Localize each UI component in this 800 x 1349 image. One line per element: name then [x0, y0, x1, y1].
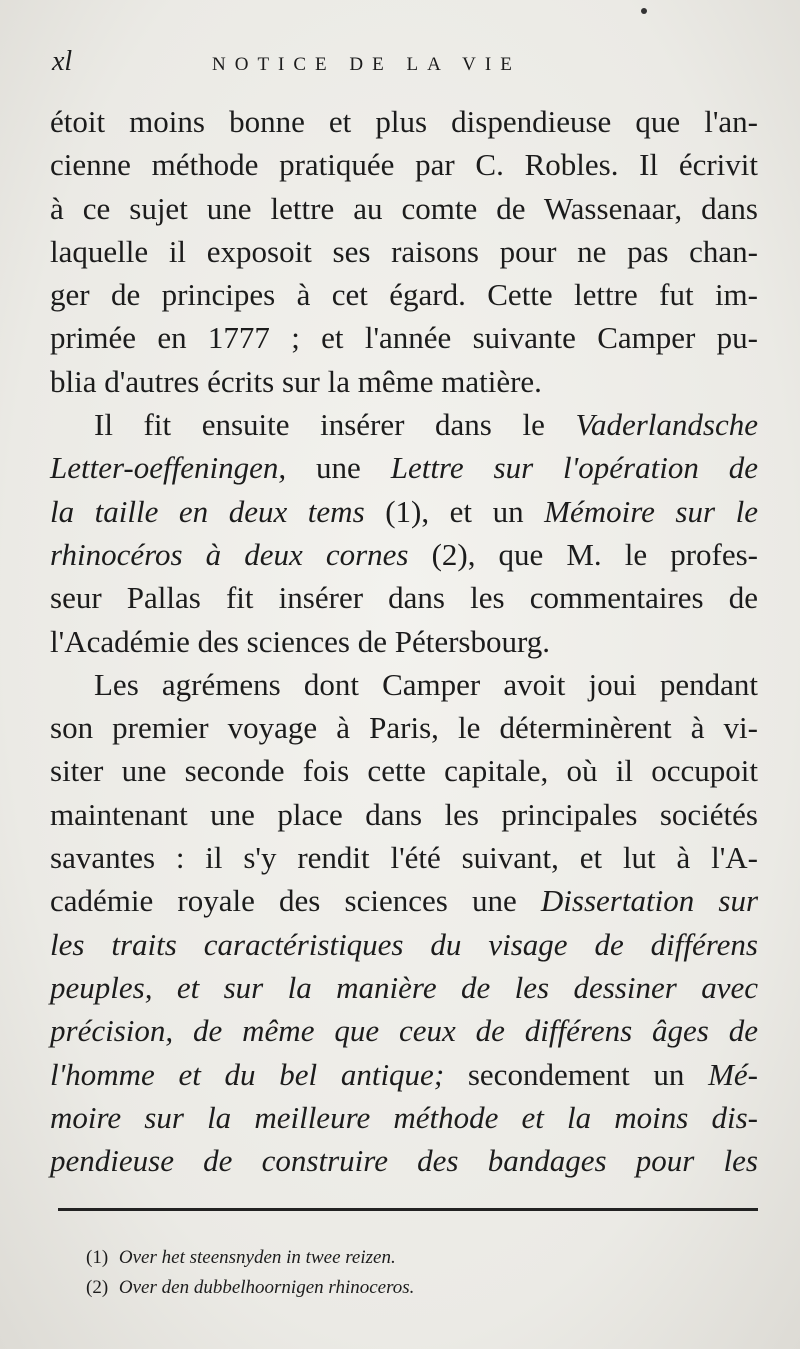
text-line: [50, 966, 758, 1009]
ink-speck: [641, 8, 647, 14]
text-line: [50, 620, 758, 663]
text-line: [50, 360, 758, 403]
text-line: [50, 793, 758, 836]
text-span: ger de principes à cet égard. Cette lettre fut im-: [50, 277, 758, 313]
text-line: [50, 836, 758, 879]
text-span: étoit moins bonne et plus dispendieuse que l'an-: [50, 104, 758, 139]
text-span: cadémie royale des sciences une: [50, 883, 541, 919]
body-text: [50, 100, 758, 1182]
text-span: siter une seconde fois cette capitale, où il occupoit: [50, 753, 758, 789]
italic-text: Letter-oeffeningen,: [50, 450, 287, 486]
text-span: seur Pallas fit insérer dans les commentaires de: [50, 580, 758, 616]
text-line: [50, 273, 758, 316]
footnote-text: Over den dubbelhoornigen rhinoceros.: [118, 1277, 415, 1298]
text-line: [50, 1139, 758, 1182]
text-span: primée en 1777 ; et l'année suivante Camper pu-: [50, 320, 758, 356]
text-span: l'Académie des sciences de Pétersbourg.: [50, 623, 550, 659]
italic-text: précision, de même que ceux de différens âges de: [50, 1013, 758, 1049]
italic-text: la taille en deux tems: [50, 493, 365, 529]
text-line: [50, 923, 758, 966]
italic-text: Dissertation sur: [540, 883, 759, 919]
italic-text: rhinocéros à deux cornes: [50, 536, 409, 572]
text-line: [50, 230, 758, 273]
text-line: [50, 187, 758, 230]
text-span: (1), et un: [364, 493, 545, 529]
footnote-rule: [58, 1208, 758, 1211]
italic-text: Mémoire sur le: [544, 493, 758, 529]
page-header: [52, 46, 752, 82]
text-span: blia d'autres écrits sur la même matière.: [50, 363, 542, 399]
text-line: [50, 1053, 758, 1096]
page-number: xl: [52, 46, 73, 77]
footnotes: [86, 1243, 646, 1303]
footnote-number: (1): [86, 1247, 109, 1268]
text-line: [50, 403, 758, 446]
footnote: [86, 1243, 646, 1273]
text-span: cienne méthode pratiquée par C. Robles. Il écrivit: [50, 147, 758, 183]
text-line: [50, 879, 758, 922]
text-line: [50, 533, 758, 576]
text-span: une: [286, 450, 391, 486]
footnote: [86, 1273, 646, 1303]
text-span: Les agrémens dont Camper avoit joui pendant: [94, 666, 758, 702]
italic-text: Vaderlandsche: [575, 407, 758, 443]
text-line: [50, 749, 758, 792]
text-line: [50, 143, 758, 186]
italic-text: Mé-: [708, 1056, 758, 1092]
footnote-text: Over het steensnyden in twee reizen.: [118, 1247, 396, 1268]
footnote-number: (2): [86, 1277, 109, 1298]
text-span: laquelle il exposoit ses raisons pour ne pas chan-: [50, 233, 758, 269]
italic-text: moire sur la meilleure méthode et la moins dis-: [50, 1099, 758, 1135]
text-line: [50, 316, 758, 359]
text-line: [50, 490, 758, 533]
text-line: [50, 1009, 758, 1052]
text-line: [50, 1096, 758, 1139]
text-span: savantes : il s'y rendit l'été suivant, et lut à l'A-: [50, 840, 758, 876]
italic-text: peuples, et sur la manière de les dessiner avec: [50, 969, 758, 1005]
text-span: à ce sujet une lettre au comte de Wassenaar, dans: [50, 190, 758, 226]
text-line: [50, 100, 758, 143]
text-span: secondement un: [444, 1056, 709, 1092]
italic-text: pendieuse de construire des bandages pour les: [50, 1143, 758, 1179]
text-line: [50, 663, 758, 706]
text-line: [50, 446, 758, 489]
italic-text: Lettre sur l'opération de: [390, 450, 758, 486]
text-line: [50, 706, 758, 749]
running-title: NOTICE DE LA VIE: [212, 54, 521, 75]
italic-text: l'homme et du bel antique;: [50, 1056, 445, 1092]
text-span: maintenant une place dans les principales sociétés: [50, 796, 758, 832]
text-span: (2), que M. le profes-: [408, 536, 758, 572]
italic-text: les traits caractéristiques du visage de différens: [50, 926, 758, 962]
text-line: [50, 576, 758, 619]
text-span: Il fit ensuite insérer dans le: [94, 407, 576, 443]
text-span: son premier voyage à Paris, le déterminèrent à vi-: [50, 710, 758, 746]
